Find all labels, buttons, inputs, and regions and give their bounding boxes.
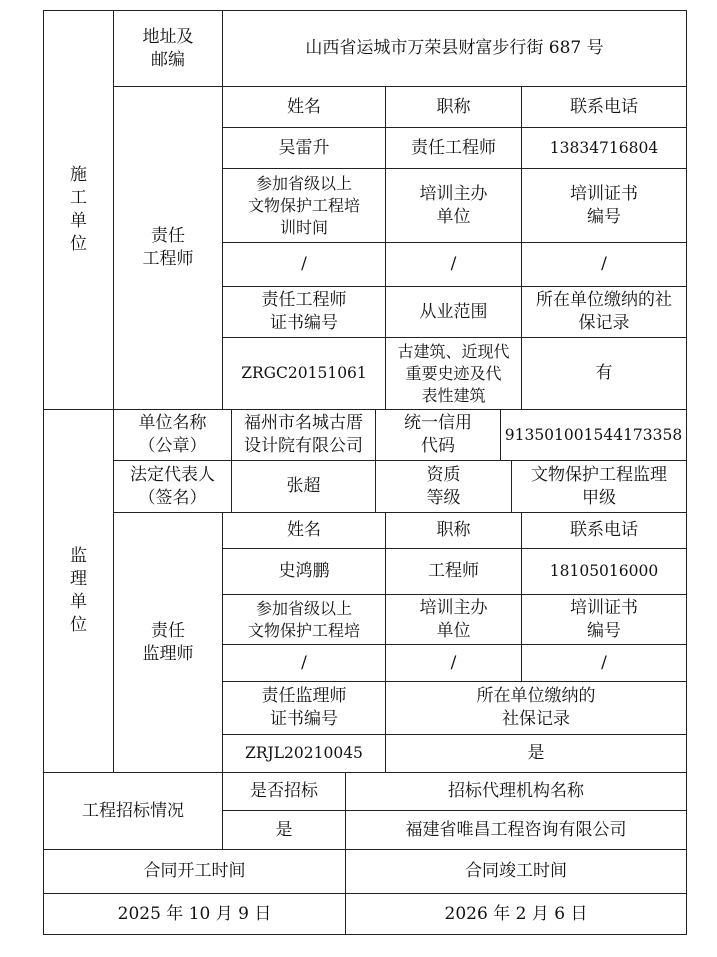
credit-code-label: 统一信用 代码 <box>375 409 501 461</box>
legal-rep: 张超 <box>231 460 376 513</box>
supervisor-label: 责任 监理师 <box>113 512 223 773</box>
supervisor-title: 工程师 <box>385 548 522 595</box>
supervisor-training-time-header: 参加省级以上 文物保护工程培 <box>222 594 386 645</box>
engineer-cert-no: ZRGC20151061 <box>222 337 386 410</box>
is-bid-value: 是 <box>222 810 346 850</box>
qualification: 文物保护工程监理 甲级 <box>511 460 687 513</box>
supervisor-training-organizer: / <box>385 644 522 682</box>
legal-rep-label: 法定代表人 （签名） <box>113 460 232 513</box>
engineer-scope: 古建筑、近现代 重要史迹及代 表性建筑 <box>385 337 522 410</box>
contract-start-label: 合同开工时间 <box>43 849 346 894</box>
engineer-scope-header: 从业范围 <box>385 286 522 338</box>
supervisor-title-header: 职称 <box>385 512 522 549</box>
agency-name: 福建省唯昌工程咨询有限公司 <box>345 810 687 850</box>
address-label: 地址及 邮编 <box>113 10 223 87</box>
address-value: 山西省运城市万荣县财富步行街 687 号 <box>222 10 687 87</box>
engineer-label: 责任 工程师 <box>113 86 223 410</box>
bidding-label: 工程招标情况 <box>43 772 223 850</box>
contract-start-date: 2025 年 10 月 9 日 <box>43 893 346 935</box>
supervisor-social: 是 <box>385 734 687 773</box>
supervisor-phone: 18105016000 <box>521 548 687 595</box>
supervisor-phone-header: 联系电话 <box>521 512 687 549</box>
engineer-training-cert-header: 培训证书 编号 <box>521 168 687 243</box>
engineer-cert-no-header: 责任工程师 证书编号 <box>222 286 386 338</box>
engineer-phone: 13834716804 <box>521 127 687 169</box>
engineer-name-header: 姓名 <box>222 86 386 128</box>
engineer-training-organizer-header: 培训主办 单位 <box>385 168 522 243</box>
agency-label: 招标代理机构名称 <box>345 772 687 811</box>
engineer-training-cert: / <box>521 242 687 287</box>
supervisor-cert-no-header: 责任监理师 证书编号 <box>222 681 386 735</box>
supervisor-training-cert: / <box>521 644 687 682</box>
supervisor-cert-no: ZRJL20210045 <box>222 734 386 773</box>
engineer-social: 有 <box>521 337 687 410</box>
unit-name: 福州市名城古厝 设计院有限公司 <box>231 409 376 461</box>
contract-end-label: 合同竣工时间 <box>345 849 687 894</box>
construction-section-label: 施 工 单 位 <box>43 10 114 410</box>
supervisor-training-time: / <box>222 644 386 682</box>
contract-end-date: 2026 年 2 月 6 日 <box>345 893 687 935</box>
credit-code: 913501001544173358 <box>500 409 687 461</box>
supervisor-training-organizer-header: 培训主办 单位 <box>385 594 522 645</box>
engineer-social-header: 所在单位缴纳的社 保记录 <box>521 286 687 338</box>
engineer-title: 责任工程师 <box>385 127 522 169</box>
supervisor-training-cert-header: 培训证书 编号 <box>521 594 687 645</box>
supervisor-social-header: 所在单位缴纳的 社保记录 <box>385 681 687 735</box>
engineer-training-time: / <box>222 242 386 287</box>
engineer-training-time-header: 参加省级以上 文物保护工程培 训时间 <box>222 168 386 243</box>
engineer-phone-header: 联系电话 <box>521 86 687 128</box>
engineer-title-header: 职称 <box>385 86 522 128</box>
supervisor-name: 史鸿鹏 <box>222 548 386 595</box>
qualification-label: 资质 等级 <box>375 460 512 513</box>
supervisor-name-header: 姓名 <box>222 512 386 549</box>
engineer-name: 吴雷升 <box>222 127 386 169</box>
supervision-section-label: 监 理 单 位 <box>43 409 114 773</box>
engineer-training-organizer: / <box>385 242 522 287</box>
unit-name-label: 单位名称 （公章） <box>113 409 232 461</box>
is-bid-label: 是否招标 <box>222 772 346 811</box>
